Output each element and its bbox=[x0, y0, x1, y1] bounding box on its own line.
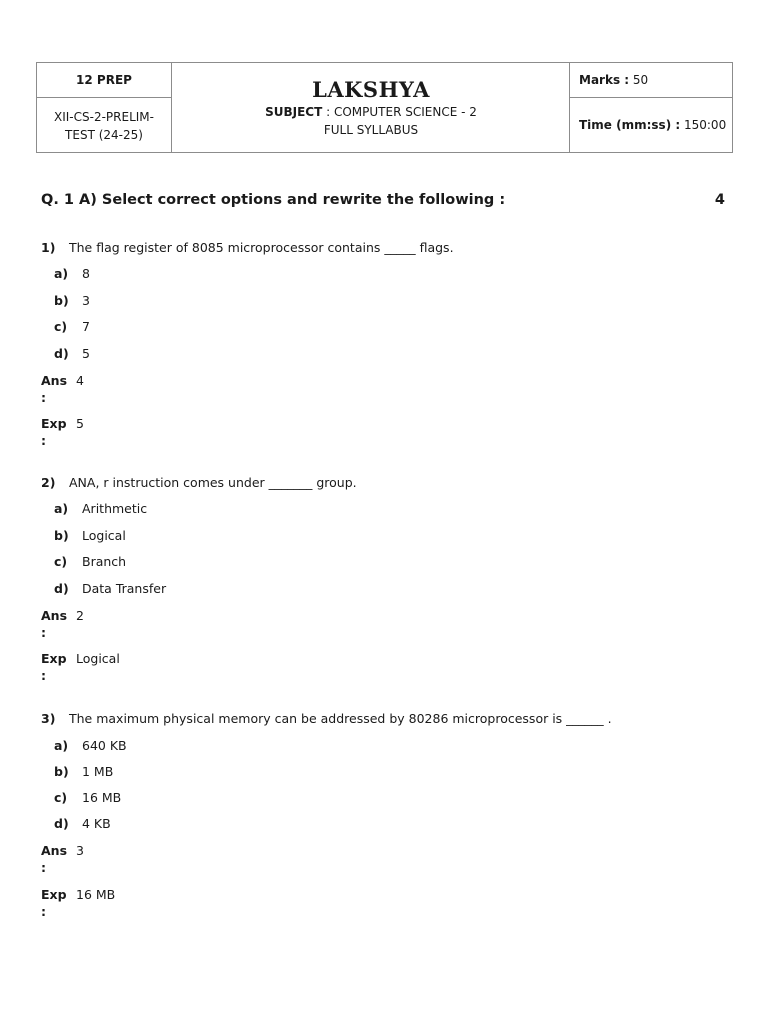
explanation-label-text: Exp bbox=[41, 651, 67, 666]
option-label: b) bbox=[54, 293, 69, 308]
option-label: c) bbox=[54, 790, 68, 805]
section-marks: 4 bbox=[714, 192, 725, 208]
option-text: Arithmetic bbox=[82, 501, 148, 516]
option-label: a) bbox=[54, 501, 69, 516]
answer-label-colon: : bbox=[41, 625, 46, 640]
option-text: Data Transfer bbox=[82, 581, 167, 596]
prep-label: 12 PREP bbox=[76, 73, 132, 87]
marks-value: 50 bbox=[632, 73, 649, 87]
explanation-label-colon: : bbox=[41, 904, 46, 919]
question-number: 3) bbox=[41, 711, 56, 726]
question-number: 2) bbox=[41, 475, 56, 490]
explanation-value: Logical bbox=[76, 651, 120, 666]
option-label: a) bbox=[54, 738, 69, 753]
explanation-label bbox=[41, 650, 71, 684]
option-text: Branch bbox=[82, 554, 127, 569]
answer-label bbox=[41, 607, 71, 641]
explanation-label bbox=[41, 886, 71, 920]
answer-label-colon: : bbox=[41, 860, 46, 875]
section-heading bbox=[41, 192, 725, 214]
option-text: 3 bbox=[82, 293, 90, 308]
option-text: 7 bbox=[82, 319, 90, 334]
option-label: d) bbox=[54, 346, 69, 361]
test-code-text: XII-CS-2-PRELIM-TEST (24-25) bbox=[54, 109, 154, 142]
subject-separator: : bbox=[322, 104, 334, 119]
explanation-label-text: Exp bbox=[41, 416, 67, 431]
header-table bbox=[36, 62, 733, 153]
answer-value: 2 bbox=[76, 608, 84, 623]
marks-cell bbox=[571, 63, 733, 97]
option-label: d) bbox=[54, 581, 69, 596]
option-text: 1 MB bbox=[82, 764, 114, 779]
question-text: ANA, r instruction comes under _______ group. bbox=[69, 475, 357, 490]
answer-label-text: Ans bbox=[41, 843, 68, 858]
page-title: LAKSHYA bbox=[312, 76, 430, 102]
answer-label-colon: : bbox=[41, 390, 46, 405]
option-label: c) bbox=[54, 554, 68, 569]
option-text: 640 KB bbox=[82, 738, 127, 753]
time-label: Time (mm:ss) : bbox=[579, 118, 681, 132]
section-title: Q. 1 A) Select correct options and rewrite the following : bbox=[41, 192, 506, 208]
time-cell bbox=[571, 98, 733, 152]
option-label: a) bbox=[54, 266, 69, 281]
time-value: 150:00 bbox=[683, 118, 727, 132]
option-label: b) bbox=[54, 764, 69, 779]
explanation-label-colon: : bbox=[41, 668, 46, 683]
answer-value: 3 bbox=[76, 843, 84, 858]
option-text: 8 bbox=[82, 266, 90, 281]
answer-label-text: Ans bbox=[41, 373, 68, 388]
syllabus: FULL SYLLABUS bbox=[323, 122, 419, 137]
option-label: d) bbox=[54, 816, 69, 831]
option-text: 5 bbox=[82, 346, 90, 361]
answer-label bbox=[41, 842, 71, 876]
answer-value: 4 bbox=[76, 373, 84, 388]
answer-label bbox=[41, 372, 71, 406]
explanation-value: 5 bbox=[76, 416, 84, 431]
option-label: b) bbox=[54, 528, 69, 543]
subject-value: COMPUTER SCIENCE - 2 bbox=[333, 104, 477, 119]
question-number: 1) bbox=[41, 240, 56, 255]
explanation-label-text: Exp bbox=[41, 887, 67, 902]
option-text: 16 MB bbox=[82, 790, 122, 805]
question-text: The flag register of 8085 microprocessor contains _____ flags. bbox=[69, 240, 454, 255]
marks-label: Marks : bbox=[579, 73, 630, 87]
subject-label: SUBJECT bbox=[265, 104, 323, 119]
option-text: Logical bbox=[82, 528, 126, 543]
option-text: 4 KB bbox=[82, 816, 111, 831]
question-text: The maximum physical memory can be addressed by 80286 microprocessor is ______ . bbox=[69, 711, 612, 726]
explanation-value: 16 MB bbox=[76, 887, 116, 902]
answer-label-text: Ans bbox=[41, 608, 68, 623]
explanation-label-colon: : bbox=[41, 433, 46, 448]
header-center bbox=[172, 63, 570, 152]
test-code bbox=[37, 98, 171, 153]
explanation-label bbox=[41, 415, 71, 449]
subject-line bbox=[265, 103, 477, 121]
option-label: c) bbox=[54, 319, 68, 334]
